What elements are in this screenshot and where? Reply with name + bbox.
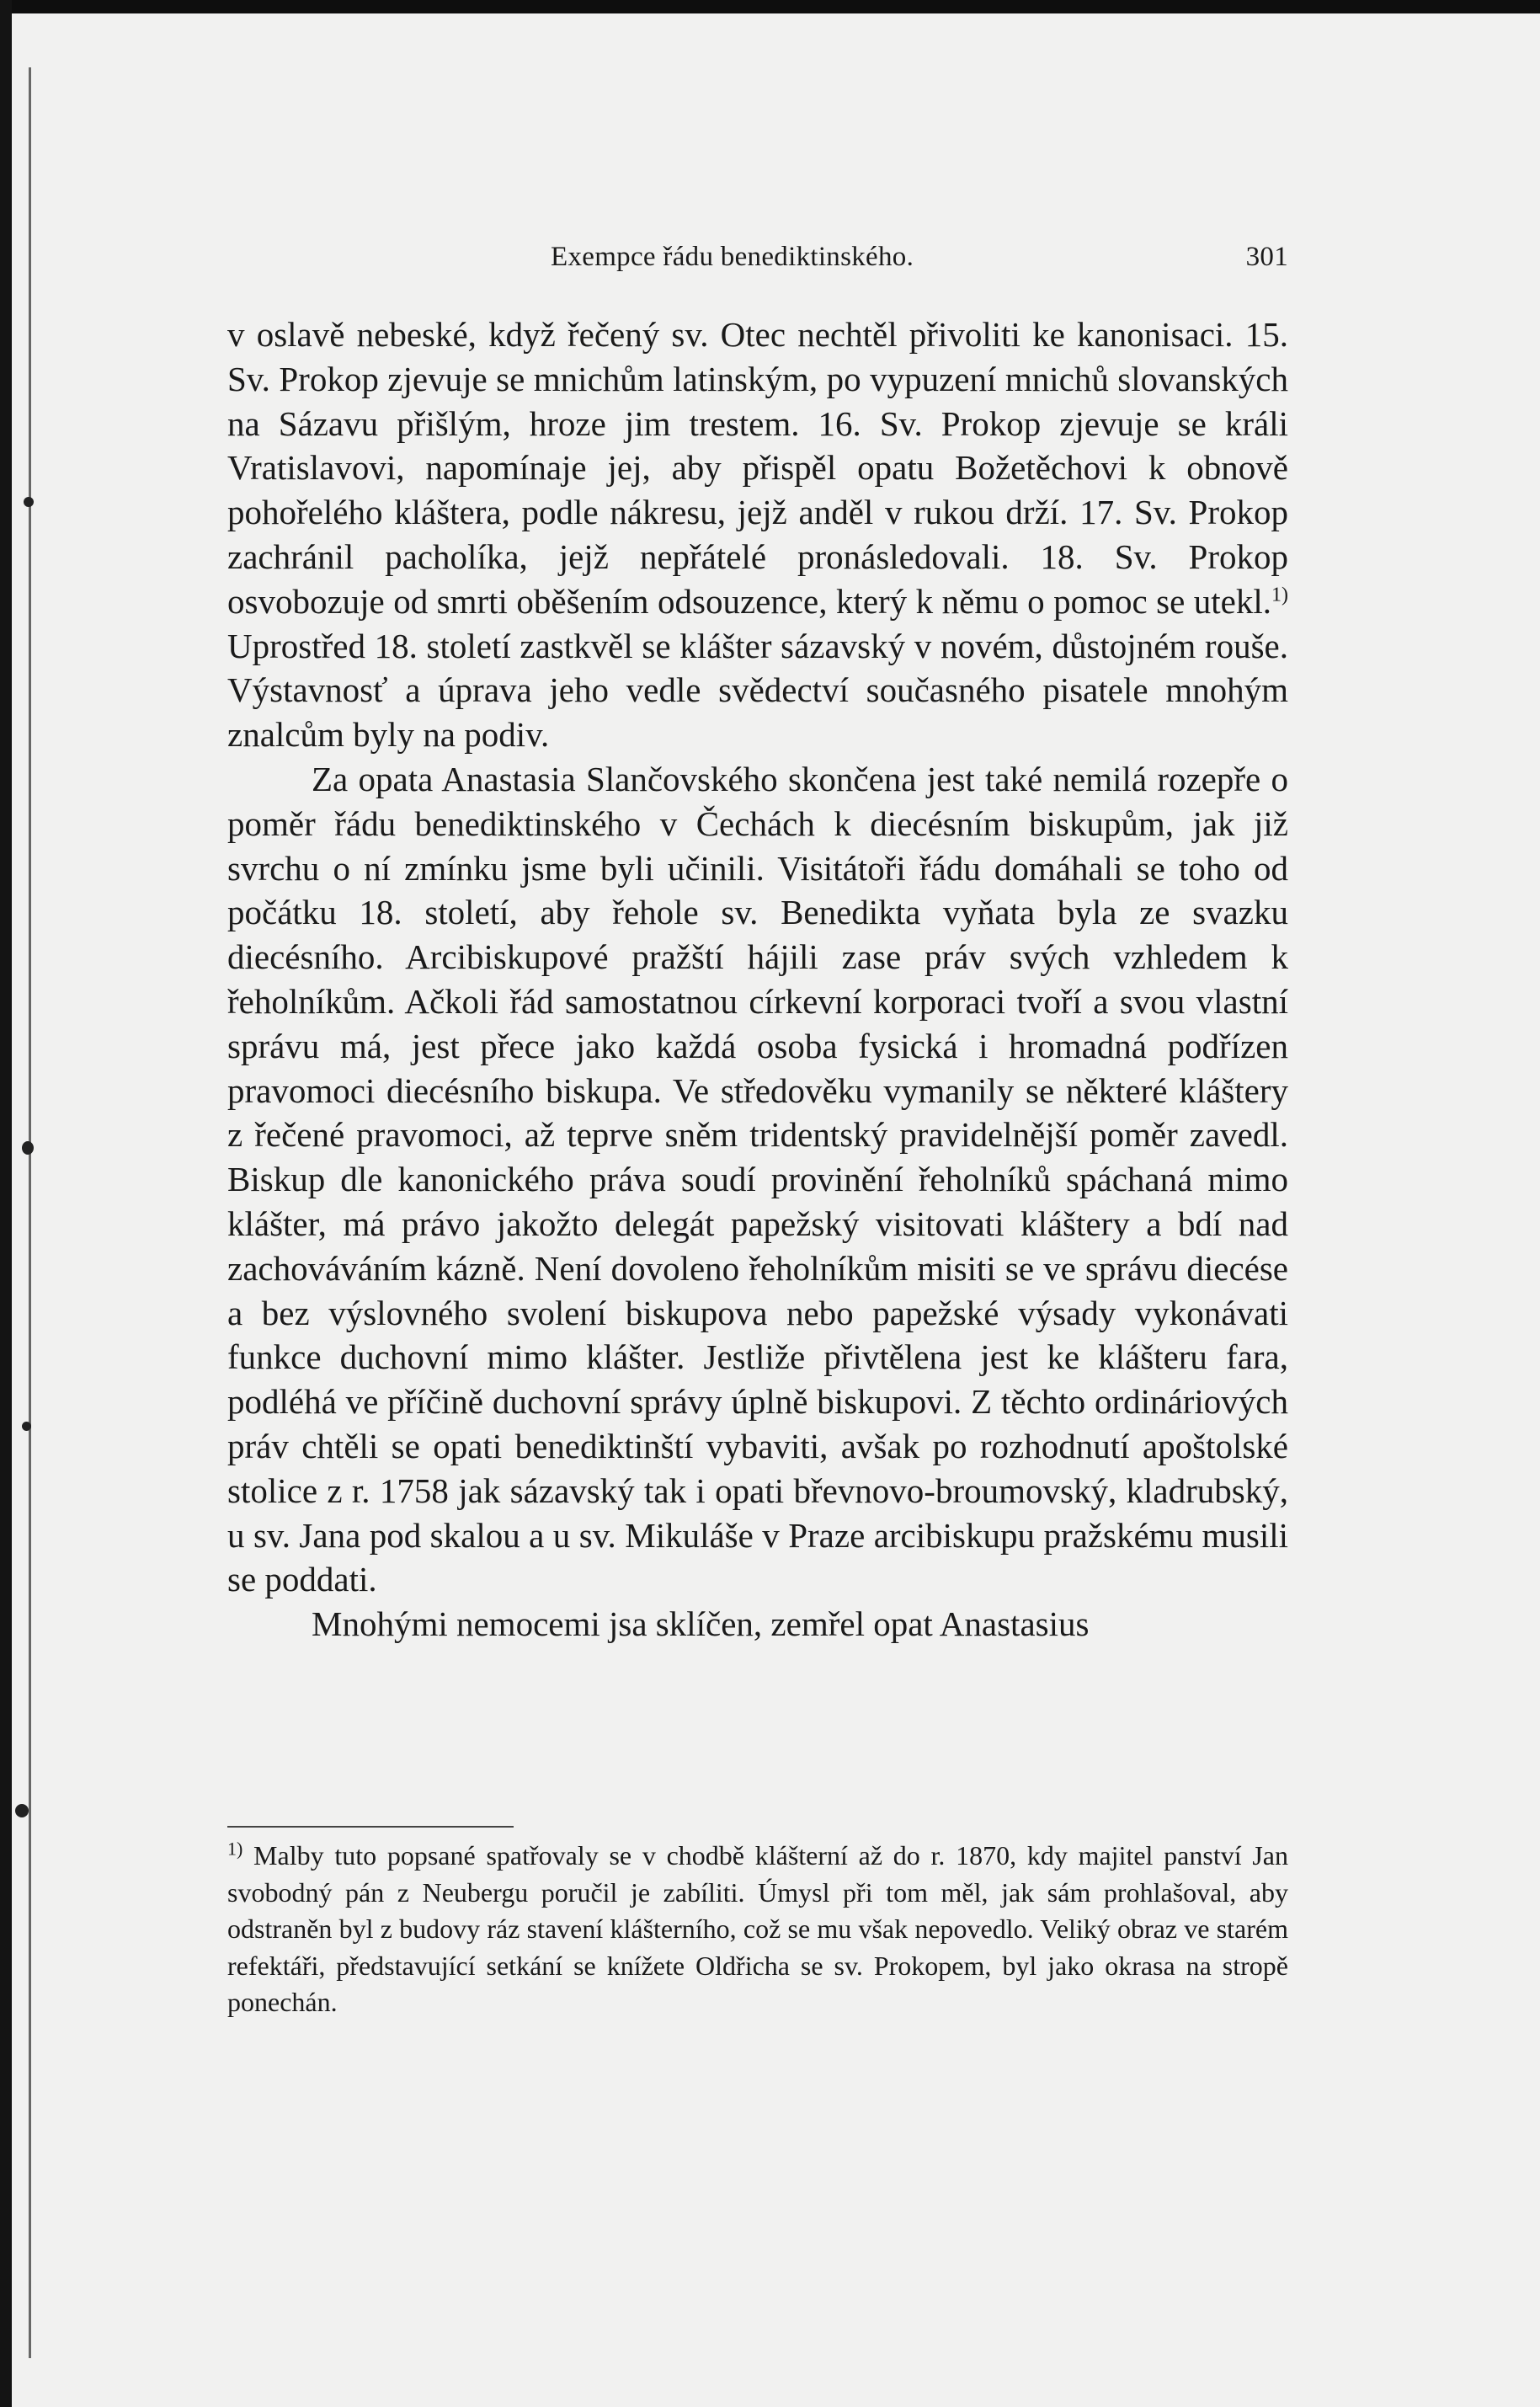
paragraph: Za opata Anastasia Slančovského skončena jest také nemilá rozepře o poměr řádu benediktinského v Čechách k diecésním biskupům, jak již svrchu o ní zmínku jsme byli učinili. Visitátoři řádu domáhali se toho od počátku 18. století, aby řehole sv. Benedikta vyňata byla ze svazku diecésního. Arcibiskupové pražští hájili zase práv svých vzhledem k řeholníkům. Ačkoli řád samostatnou církevní korporaci tvoří a svou vlastní správu má, jest přece jako každá osoba fysická i hromadná podřízen pravomoci diecésního biskupa. Ve středověku vymanily se některé kláštery z řečené pravomoci, až teprve sněm tridentský pravidelnější poměr zavedl. Biskup dle kanonického práva soudí provinění řeholníků spáchaná mimo klášter, má právo jakožto delegát papežský visitovati kláštery a bdí nad zachováváním kázně. Není dovoleno řeholníkům misiti se ve správu diecése a bez výslovného svolení biskupova nebo papežské výsady vykonávati funkce duchovní mimo klášter. Jestliže přivtělena jest ke klášteru fara, podléhá ve příčině duchovní správy úplně biskupovi. Z těchto ordináriových práv chtěli se opati benediktinští vybaviti, avšak po rozhodnutí apoštolské stolice z r. 1758 jak sázavský tak i opati břevnovo-broumovský, kladrubský, u sv. Jana pod skalou a u sv. Mikuláše v Praze arcibiskupu pražskému musili se poddati. [227,759,1288,1599]
binding-line [29,67,31,2358]
paragraph [227,312,1288,757]
footnote-text: Malby tuto popsané spatřovaly se v chodbě klášterní až do r. 1870, kdy majitel panství Jan svobodný pán z Neubergu poručil je zabíliti. Úmysl při tom měl, jak sám prohlašoval, aby odstraněn byl z budovy ráz stavení klášterního, což se mu však nepovedlo. Veliký obraz ve starém refektáři, představující setkání se knížete Oldřicha se sv. Prokopem, byl jako okrasa na stropě ponechán. [227,1840,1288,2017]
page-number: 301 [1245,242,1288,272]
paragraph: Mnohými nemocemi jsa sklíčen, zemřel opat Anastasius [312,1604,1090,1644]
body-text [227,312,1288,1646]
binding-mark [24,497,34,507]
binding-mark [15,1804,29,1817]
footnote-reference: 1) [1271,584,1288,606]
scan-edge-top [0,0,1540,13]
footnote-rule [227,1826,514,1828]
paragraph-text: Uprostřed 18. století zastkvěl se klášter sázavský v novém, důstojném rouše. Výstavnosť a úprava jeho vedle svědectví současného pisatele mnohým znalcům byly na podiv. [227,626,1288,755]
scan-edge-left [0,0,12,2407]
paragraph-text: v oslavě nebeské, když řečený sv. Otec nechtěl přivoliti ke kanonisaci. 15. Sv. Prokop zjevuje se mnichům latinským, po vypuzení mnichů slovanských na Sázavu přišlým, hroze jim trestem. 16. Sv. Prokop zjevuje se králi Vratislavovi, napomínaje jej, aby přispěl opatu Božetěchovi k obnově pohořelého kláštera, podle nákresu, jejž anděl v rukou drží. 17. Sv. Prokop zachránil pacholíka, jejž nepřátelé pronásledovali. 18. Sv. Prokop osvobozuje od smrti oběšením odsouzence, který k němu o pomoc se utekl. [227,315,1288,621]
running-header [227,242,1288,279]
binding-mark [22,1141,34,1155]
binding-mark [22,1422,31,1431]
footnote [227,1838,1288,2021]
header-title: Exempce řádu benediktinského. [551,242,914,272]
footnote-marker: 1) [227,1838,243,1860]
